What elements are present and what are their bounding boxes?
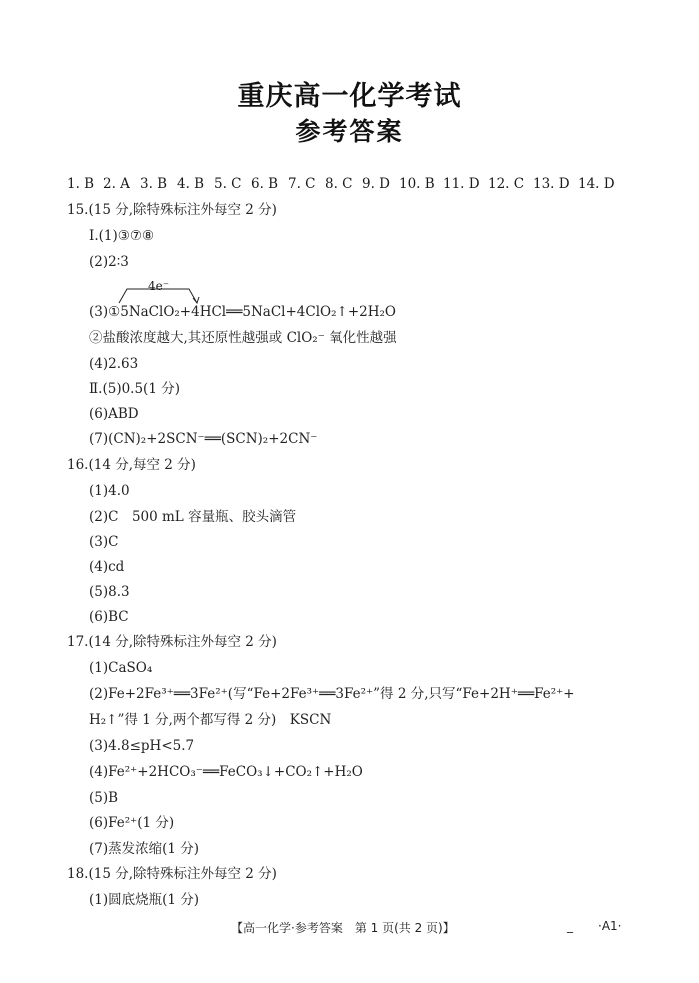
footer-code: ·A1· [598,919,622,933]
q15-answer-3-2: ②盐酸浓度越大,其还原性越强或 ClO₂⁻ 氧化性越强 [89,330,397,346]
q17-answer-5: (5)B [89,790,119,806]
q15-answer-7: (7)(CN)₂+2SCN⁻══(SCN)₂+2CN⁻ [89,431,318,447]
mc-answer: 2. A [103,176,130,192]
q15-part2: Ⅱ.(5)0.5(1 分) [89,381,180,397]
q16-answer: (6)BC [89,609,129,625]
mc-answer: 14. D [578,176,615,192]
q15-answer-2: (2)2∶3 [89,254,129,270]
q15-heading: 15.(15 分,除特殊标注外每空 2 分) [67,202,277,218]
mc-answer: 11. D [443,176,480,192]
q17-answer-7: (7)蒸发浓缩(1 分) [89,841,200,857]
q18-heading: 18.(15 分,除特殊标注外每空 2 分) [67,866,277,882]
q17-answer-1: (1)CaSO₄ [89,660,153,676]
page-title: 重庆高一化学考试 [237,81,462,112]
q17-answer-2-line2: H₂↑”得 1 分,两个都写得 2 分) KSCN [89,712,332,728]
q15-answer-4: (4)2.63 [89,356,139,372]
footer-page-info: 【高一化学·参考答案 第 1 页(共 2 页)】 [231,921,455,935]
q17-answer-2-line1: (2)Fe+2Fe³⁺══3Fe²⁺(写“Fe+2Fe³⁺══3Fe²⁺”得 2 分,只写“Fe+2H⁺══Fe²⁺+ [89,686,575,702]
q16-answer: (2)C 500 mL 容量瓶、胶头滴管 [89,509,297,525]
q16-answer: (4)cd [89,559,125,575]
q17-answer-3: (3)4.8≤pH<5.7 [89,738,195,754]
q15-answer-3-1: (3)①5NaClO₂+4HCl══5NaCl+4ClO₂↑+2H₂O [89,304,396,320]
q16-answer: (1)4.0 [89,483,130,499]
mc-answer: 1. B [67,176,95,192]
q17-heading: 17.(14 分,除特殊标注外每空 2 分) [67,634,277,650]
mc-answer: 5. C [214,176,242,192]
q17-answer-6: (6)Fe²⁺(1 分) [89,815,175,831]
q18-answer-1: (1)圆底烧瓶(1 分) [89,892,200,908]
mc-answer: 13. D [533,176,570,192]
mc-answer: 10. B [399,176,435,192]
page-subtitle: 参考答案 [295,117,404,146]
mc-answer: 8. C [325,176,353,192]
footer-dash: _ [567,919,573,933]
mc-answer: 9. D [362,176,390,192]
q16-heading: 16.(14 分,每空 2 分) [67,457,196,473]
mc-answer: 12. C [488,176,525,192]
mc-answer: 4. B [177,176,205,192]
electron-count-label: 4e⁻ [148,279,170,293]
mc-answer: 7. C [288,176,316,192]
multiple-choice-answers [67,176,627,194]
mc-answer: 6. B [251,176,279,192]
q15-part1: Ⅰ.(1)③⑦⑧ [89,228,155,244]
q17-answer-4: (4)Fe²⁺+2HCO₃⁻══FeCO₃↓+CO₂↑+H₂O [89,764,363,780]
mc-answer: 3. B [140,176,168,192]
q15-answer-6: (6)ABD [89,406,139,422]
q16-answer: (3)C [89,534,119,550]
q16-answer: (5)8.3 [89,584,130,600]
